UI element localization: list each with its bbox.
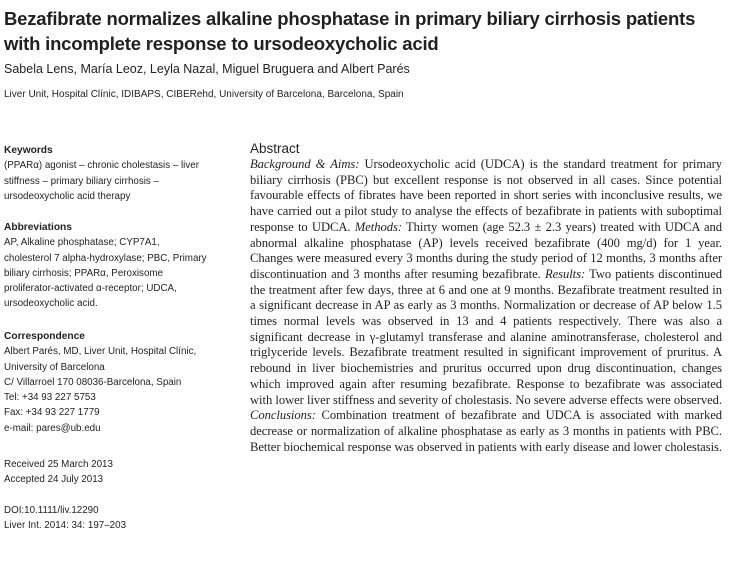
correspondence-heading: Correspondence bbox=[4, 331, 85, 342]
citation-section bbox=[4, 503, 236, 534]
abbreviations-heading: Abbreviations bbox=[4, 222, 72, 233]
abbreviations-section bbox=[4, 220, 236, 312]
keywords-section bbox=[4, 143, 236, 204]
conclusions-label: Conclusions: bbox=[250, 408, 316, 423]
accepted-date: Accepted 24 July 2013 bbox=[4, 474, 104, 486]
abstract-section bbox=[250, 141, 722, 455]
background-label: Background & Aims: bbox=[250, 157, 360, 171]
abstract-heading: Abstract bbox=[250, 141, 300, 156]
correspondence-section bbox=[4, 329, 236, 436]
results-text: Two patients discontinued the treatment after few days, three at 6 and one at 9 months. Bezafibrate treatment resulted in a significant decrease in AP as early as 3 months. Normalization or decrease of AP below 1.5 times normal levels was observed in 13 and 4 patients respectively. There was also a significant decrease in γ-glutamyl transferase and alanine aminotransferase, cholesterol and triglyceride levels. Bezafibrate treatment resulted in significant improvement of pruritus. A rebound in liver biochemistries and pruritus occurred upon drug discontinuation, changes which improved again after resuming bezafibrate. Response to bezafibrate was associated with lower liver stiffness and severity of cholestasis. No severe adverse effects were observed. bbox=[250, 266, 722, 407]
dates-section bbox=[4, 457, 236, 488]
article-title: Bezafibrate normalizes alkaline phosphatase in primary biliary cirrhosis patients with incomplete response to ursodeoxycholic acid bbox=[4, 8, 696, 54]
received-date: Received 25 March 2013 bbox=[4, 459, 113, 470]
methods-label: Methods: bbox=[354, 219, 402, 234]
correspondence-body: Albert Parés, MD, Liver Unit, Hospital Clínic, University of Barcelona C/ Villarroel 170 08036-Barcelona, Spain Tel: +34 93 227 5753 Fax: +34 93 227 1779 e-mail: pares@ub.edu bbox=[4, 346, 197, 434]
affiliation: Liver Unit, Hospital Clínic, IDIBAPS, CIBERehd, University of Barcelona, Barcelona, Spain bbox=[4, 89, 404, 100]
results-label: Results: bbox=[544, 266, 586, 281]
background-text: Ursodeoxycholic acid (UDCA) is the standard treatment for primary biliary cirrhosis (PBC) but excellent response is not observed in all cases. Since potential favourable effects of fibrates have been reported in short series with inconclusive results, we have carried out a pilot study to analyse the effects of bezafibrate in patients with suboptimal response to UDCA. bbox=[250, 157, 723, 234]
keywords-body: (PPARα) agonist – chronic cholestasis – liver stiffness – primary biliary cirrhosis – ursodeoxycholic acid therapy bbox=[4, 160, 199, 202]
keywords-heading: Keywords bbox=[4, 145, 53, 156]
methods-text: Thirty women (age 52.3 ± 2.3 years) treated with UDCA and abnormal alkaline phosphatase (AP) levels received bezafibrate (400 mg/d) for 1 year. Changes were measured every 3 months during the study period of 12 months, 3 months after discontinuation and 3 months after resuming bezafibrate. bbox=[250, 219, 722, 281]
conclusions-text: Combination treatment of bezafibrate and UDCA is associated with marked decrease or normalization of alkaline phosphatase as early as 3 months in patients with PBC. Better biochemical response was observed in patients with early disease and lower cholestasis. bbox=[250, 408, 722, 454]
journal-citation: Liver Int. 2014: 34: 197–203 bbox=[4, 520, 127, 532]
doi: DOI:10.1111/liv.12290 bbox=[4, 505, 99, 516]
author-list: Sabela Lens, María Leoz, Leyla Nazal, Miguel Bruguera and Albert Parés bbox=[4, 62, 410, 76]
abstract-body bbox=[250, 157, 722, 455]
abbreviations-body: AP, Alkaline phosphatase; CYP7A1, cholesterol 7 alpha-hydroxylase; PBC, Primary biliary cirrhosis; PPARα, Peroxisome proliferator-activated α-receptor; UDCA, ursodeoxycholic acid. bbox=[4, 237, 207, 310]
